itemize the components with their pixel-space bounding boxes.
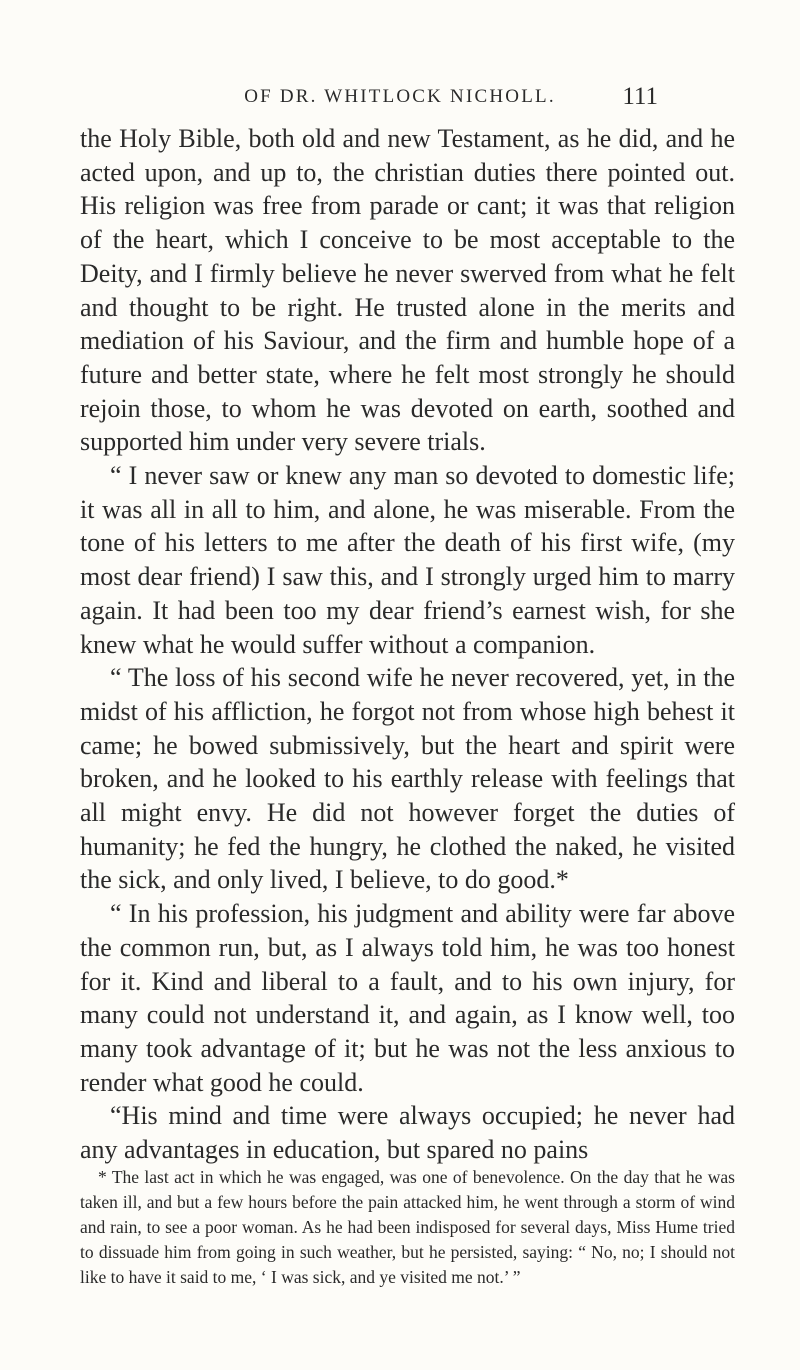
page-number: 111: [622, 83, 658, 110]
running-header: [0, 80, 800, 114]
paragraph-domestic-life: “ I never saw or knew any man so devoted to domestic life; it was all in all to him, and alone, he was miserable. From the tone of his letters to me after the death of his first wife, (my most dear friend) I saw this, and I strongly urged him to marry again. It had been too my dear friend’s earnest wish, for she knew what he would suffer without a companion.: [80, 461, 735, 659]
paragraph-continuation: the Holy Bible, both old and new Testament, as he did, and he acted upon, and up to, the christian duties there pointed out. His religion was free from parade or cant; it was that religion of the heart, which I conceive to be most acceptable to the Deity, and I firmly believe he never swerved from what he felt and thought to be right. He trusted alone in the merits and mediation of his Saviour, and the firm and humble hope of a future and better state, where he felt most strongly he should rejoin those, to whom he was devoted on earth, soothed and supported him under very severe trials.: [80, 124, 735, 457]
body-text: [80, 122, 735, 1167]
paragraph-mind-and-time: “His mind and time were always occupied; he never had any advantages in education, but spared no pains: [80, 1101, 735, 1165]
running-title: OF DR. WHITLOCK NICHOLL.: [244, 86, 556, 107]
footnotes: [80, 1165, 735, 1290]
paragraph-profession: “ In his profession, his judgment and ability were far above the common run, but, as I always told him, he was too honest for it. Kind and liberal to a fault, and to his own injury, for many could not understand it, and again, as I know well, too many took advantage of it; but he was not the less anxious to render what good he could.: [80, 899, 735, 1097]
paragraph-second-wife: “ The loss of his second wife he never recovered, yet, in the midst of his affliction, he forgot not from whose high behest it came; he bowed submissively, but the heart and spirit were broken, and he looked to his earthly release with feelings that all might envy. He did not however forget the duties of humanity; he fed the hungry, he clothed the naked, he visited the sick, and only lived, I believe, to do good.*: [80, 663, 735, 895]
footnote: * The last act in which he was engaged, was one of benevolence. On the day that he was taken ill, and but a few hours before the pain attacked him, he went through a storm of wind and rain, to see a poor woman. As he had been indisposed for several days, Miss Hume tried to dissuade him from going in such weather, but he persisted, saying: “ No, no; I should not like to have it said to me, ‘ I was sick, and ye visited me not.’ ”: [80, 1167, 735, 1287]
